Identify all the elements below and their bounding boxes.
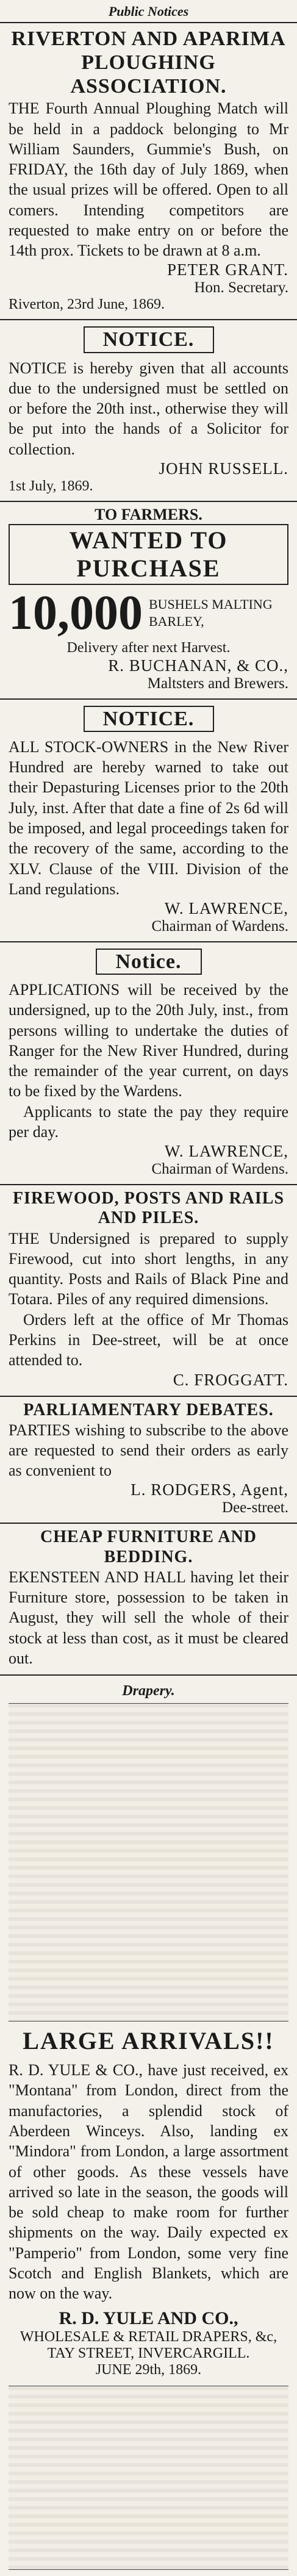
notice-title: NOTICE. xyxy=(84,326,214,353)
notice-date: 1st July, 1869. xyxy=(9,478,93,494)
large-arrivals-headline: LARGE ARRIVALS!! xyxy=(23,2027,274,2055)
drapery-heading: Drapery. xyxy=(122,1683,175,1699)
notice-title: Notice. xyxy=(96,949,202,975)
barley-ad xyxy=(0,501,297,698)
quantity: 10,000 xyxy=(9,586,143,640)
signature-role: WHOLESALE & RETAIL DRAPERS, &c, xyxy=(20,2329,277,2345)
signature-role: Dee-street. xyxy=(222,1499,288,1516)
place-date: Riverton, 23rd June, 1869. xyxy=(9,296,165,313)
ad-title: FIREWOOD, POSTS AND RAILS AND PILES. xyxy=(12,1189,285,1228)
wanted-title: WANTED TO PURCHASE xyxy=(9,524,288,585)
parliamentary-ad xyxy=(0,1396,297,1523)
notice-body: ALL STOCK-OWNERS in the New River Hundred are hereby warned to take out their Depasturing Licenses prior to the 20th July, inst. After that date a fine of 2s 6d will be imposed, and legal proceedings taken for the recovery of the same, according to the XLV. Clause of the VIII. Division of the Land regulations. xyxy=(9,737,288,898)
drapery-ad xyxy=(0,1674,297,2576)
firewood-ad xyxy=(0,1184,297,1395)
signature-name: C. FROGGATT. xyxy=(173,1370,288,1389)
ad-title: PARLIAMENTARY DEBATES. xyxy=(23,1400,274,1419)
ad-date: JUNE 29th, 1869. xyxy=(95,2362,202,2378)
signature-role: Maltsters and Brewers. xyxy=(147,675,288,692)
notice-body: NOTICE is hereby given that all accounts due to the undersigned must be settled on or before the 20th inst., otherwise they will be put into the hands of a Solicitor for collection. xyxy=(9,359,288,458)
signature-role: Hon. Secretary. xyxy=(194,279,288,296)
signature-name: W. LAWRENCE, xyxy=(164,899,288,918)
notice-body-2: Applicants to state the pay they require per day. xyxy=(9,1102,288,1141)
ad-title-line1: RIVERTON AND APARIMA xyxy=(11,27,286,50)
faded-print-area-2 xyxy=(9,2386,288,2570)
ad-body: R. D. YULE & CO., have just received, ex "Montana" from London, direct from the manufactories, a splendid stock of Aberdeen Winceys. Also, landing ex "Mindora" from London, a large assortment of other goods. As these vessels have arrived so late in the season, the goods will be sold cheap to make room for further shipments on the way. Daily expected ex "Pamperio" from London, some very fine Scotch and English Blankets, which are now on the way. xyxy=(9,2061,288,2303)
furniture-ad xyxy=(0,1523,297,1674)
ad-body: PARTIES wishing to subscribe to the above are requested to send their orders as early as convenient to xyxy=(9,1421,288,1480)
ad-title: CHEAP FURNITURE AND BEDDING. xyxy=(40,1527,257,1566)
ad-to: TO FARMERS. xyxy=(95,505,202,523)
ranger-notice xyxy=(0,941,297,1184)
signature-name: L. RODGERS, Agent, xyxy=(131,1480,288,1499)
signature-name: W. LAWRENCE, xyxy=(164,1142,288,1161)
delivery-note: Delivery after next Harvest. xyxy=(66,639,231,656)
signature-name: JOHN RUSSELL. xyxy=(159,459,288,478)
ad-body: THE Fourth Annual Ploughing Match will be held in a paddock belonging to Mr William Saunders, Gummie's Bush, on FRIDAY, the 16th day of July 1869, when the usual prizes will be offered. Open to all comers. Intending competitors are requested to make entry on or before the 14th prox. Tickets to be drawn at 8 a.m. xyxy=(9,99,288,260)
notice-title: NOTICE. xyxy=(84,706,214,732)
signature-name: PETER GRANT. xyxy=(167,260,288,279)
notice-body: APPLICATIONS will be received by the undersigned, up to the 20th July, inst., from persons willing to undertake the duties of Ranger for the New River Hundred, during the remainder of the year current, on days to be fixed by the Wardens. xyxy=(9,981,288,1100)
quantity-desc: BUSHELS MALTING BARLEY, xyxy=(149,597,273,629)
signature-role: Chairman of Wardens. xyxy=(151,918,288,935)
signature-name: R. BUCHANAN, & CO., xyxy=(108,656,288,675)
signature-role: Chairman of Wardens. xyxy=(151,1161,288,1178)
ad-body-2: Orders left at the office of Mr Thomas Perkins in Dee-street, will be at once attended to. xyxy=(9,1310,288,1369)
stock-notice xyxy=(0,698,297,941)
section-header: Public Notices xyxy=(108,4,189,19)
ad-title-line2: PLOUGHING ASSOCIATION. xyxy=(70,51,227,98)
ad-body: EKENSTEEN AND HALL having let their Furniture store, possession to be taken in August, they will sell the whole of their stock at less than cost, as it must be cleared out. xyxy=(9,1568,288,1667)
russell-notice xyxy=(0,319,297,500)
signature-address: TAY STREET, INVERCARGILL. xyxy=(47,2345,250,2362)
ploughing-ad xyxy=(0,22,297,319)
signature-name: R. D. YULE AND CO., xyxy=(59,2308,238,2329)
ad-body: THE Undersigned is prepared to supply Firewood, cut into short lengths, in any quantity. Posts and Rails of Black Pine and Totara. Piles of any required dimensions. xyxy=(9,1229,288,1308)
faded-print-area xyxy=(9,1703,288,2022)
